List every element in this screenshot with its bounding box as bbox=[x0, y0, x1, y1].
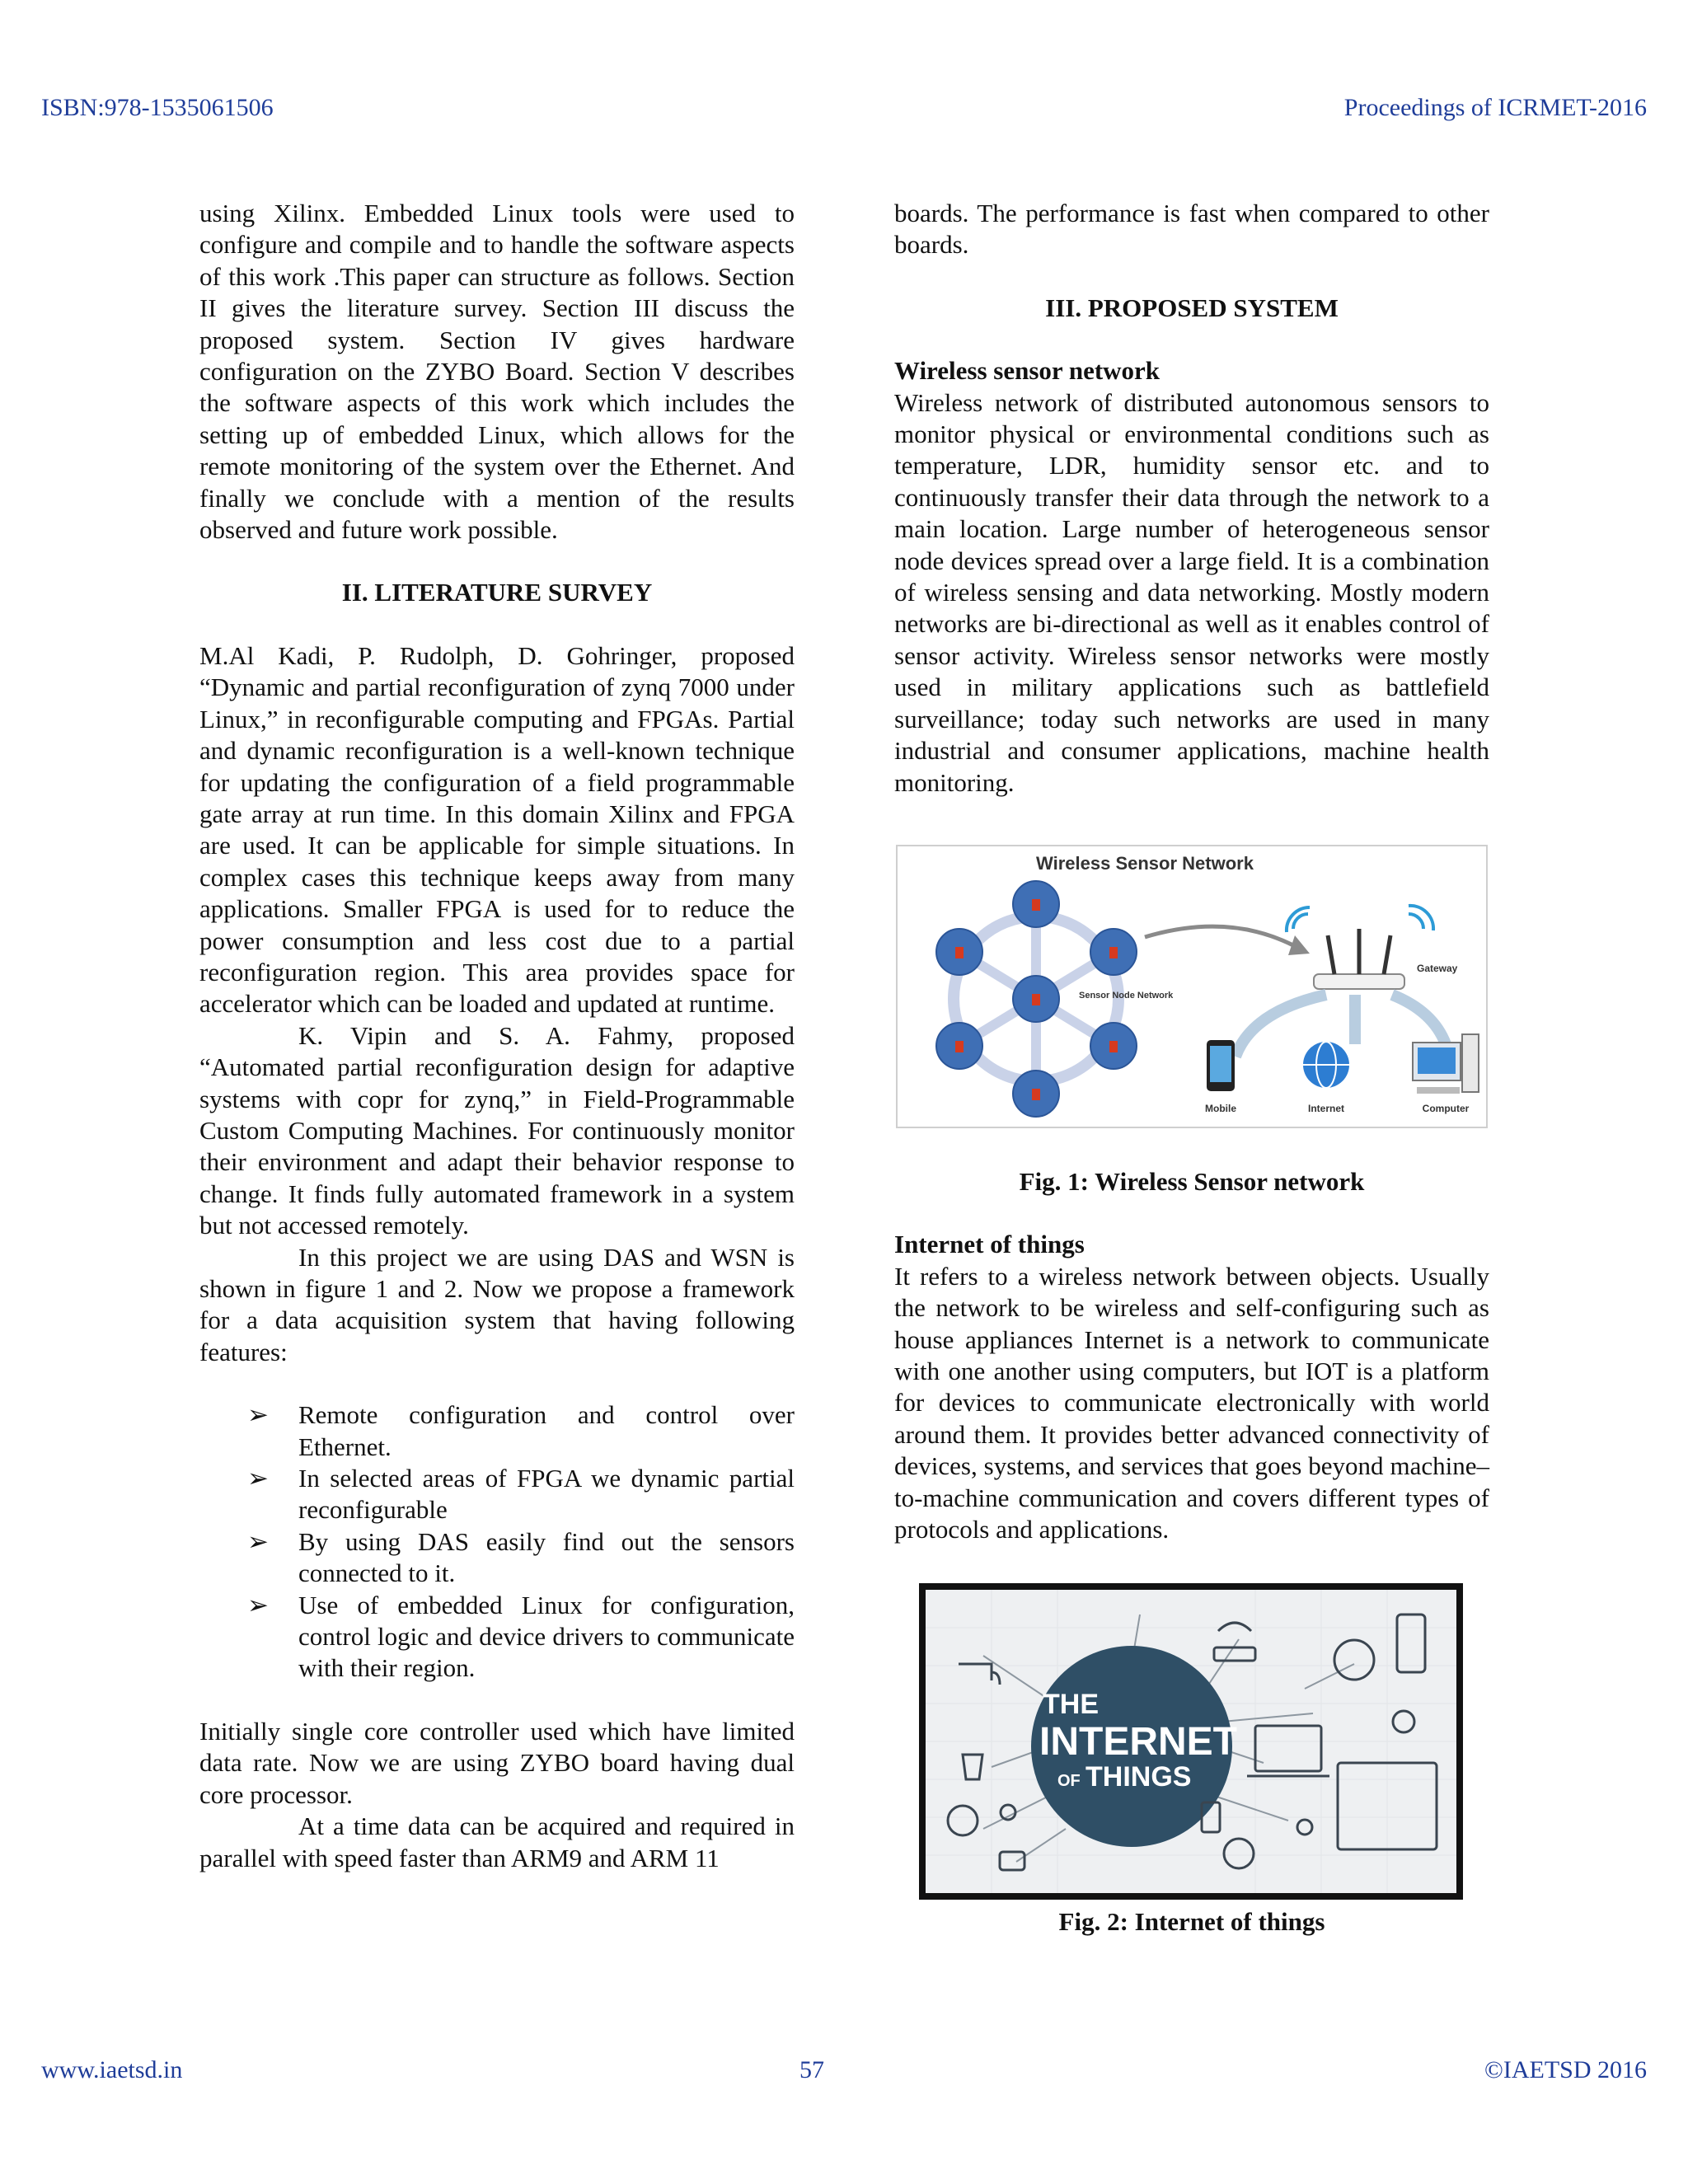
figure-1-caption: Fig. 1: Wireless Sensor network bbox=[1019, 1166, 1365, 1196]
figure-internet-of-things bbox=[919, 1583, 1463, 1900]
section-heading-proposed-system: III. PROPOSED SYSTEM bbox=[1045, 293, 1339, 322]
laptop-icon bbox=[1255, 1726, 1321, 1771]
subheading-internet-of-things: Internet of things bbox=[894, 1230, 1085, 1259]
subheading-wireless-sensor-network: Wireless sensor network bbox=[894, 356, 1160, 386]
bullet-arrow-icon: ➢ bbox=[247, 1526, 269, 1556]
fan-icon bbox=[1334, 1640, 1374, 1680]
gear-icon bbox=[1393, 1711, 1414, 1732]
mobile-icon bbox=[1207, 1040, 1235, 1091]
literature-paragraph-2: K. Vipin and S. A. Fahmy, proposed “Automated partial reconfiguration design for adaptive systems with copr for zynq,” in Field-Programmable Custom Computing Machines. For continuously monitor their environment and adapt their behavior response to change. It finds fully automated framework in a system but not accessed remotely. bbox=[199, 1020, 795, 1240]
phone-icon bbox=[1000, 1852, 1025, 1870]
iot-title-of: OF bbox=[1057, 1772, 1081, 1791]
bullet-arrow-icon: ➢ bbox=[247, 1590, 269, 1619]
gear-icon bbox=[1297, 1820, 1312, 1835]
lightbulb-icon bbox=[948, 1806, 978, 1835]
feature-list bbox=[199, 1399, 795, 1685]
literature-paragraph-1: M.Al Kadi, P. Rudolph, D. Gohringer, proposed “Dynamic and partial reconfiguration of zynq 7000 under Linux,” in reconfigurable computing and FPGAs. Partial and dynamic reconfiguration is a well-known technique for updating the configuration of a field programmable gate array at run time. In this domain Xilinx and FPGA are used. It can be applicable for simple situations. In complex cases this technique keeps away from many applications. Smaller FPGA is used for to reduce the power consumption and less cost due to a partial reconfiguration region. This area provides space for accelerator which can be loaded and updated at runtime. bbox=[199, 640, 795, 1019]
iot-title-line-2: INTERNET bbox=[1039, 1720, 1237, 1765]
faucet-icon bbox=[959, 1664, 1000, 1685]
footer-copyright: ©IAETSD 2016 bbox=[1484, 2056, 1647, 2083]
alarm-clock-icon bbox=[1224, 1839, 1254, 1868]
bullet-arrow-icon: ➢ bbox=[247, 1464, 269, 1493]
smartphone-icon bbox=[1397, 1615, 1425, 1672]
computer-label: Computer bbox=[1422, 1102, 1470, 1114]
bullet-arrow-icon: ➢ bbox=[247, 1400, 269, 1430]
iot-paragraph: It refers to a wireless network between objects. Usually the network to be wireless and self-configuring such as house appliances Internet is a network to communicate with one another using computers, but IOT is a platform for devices to communicate electronically with world around them. It provides better advanced connectivity of devices, systems, and services that goes beyond machine–to-machine communication and covers different types of protocols and applications. bbox=[894, 1261, 1489, 1544]
parallel-paragraph: At a time data can be acquired and required in parallel with speed faster than ARM9 and ARM 11 bbox=[199, 1811, 795, 1872]
isbn-header: ISBN:978-1535061506 bbox=[41, 94, 274, 121]
left-column bbox=[199, 198, 795, 1874]
wifi-icon bbox=[1218, 1623, 1251, 1631]
controller-paragraph: Initially single core controller used which have limited data rate. Now we are using ZYBO board having dual core processor. bbox=[199, 1716, 795, 1809]
list-item: ➢ Remote configuration and control over Ethernet. bbox=[247, 1400, 795, 1461]
wsn-paragraph: Wireless network of distributed autonomous sensors to monitor physical or environmental conditions such as temperature, LDR, humidity sensor etc. and to continuously transfer their data through the network to a main location. Large number of heterogeneous sensor node devices spread over a large field. It is a combination of wireless sensing and data networking. Mostly modern networks are bi-directional as well as it enables control of sensor activity. Wireless sensor networks were mostly used in military applications such as battlefield surveillance; today such networks are used in many industrial and consumer applications, machine health monitoring. bbox=[894, 387, 1489, 797]
arrow-icon bbox=[1145, 926, 1293, 945]
iot-title-line-3: THINGS bbox=[1085, 1761, 1192, 1793]
list-item: ➢ By using DAS easily find out the sensors connected to it. bbox=[247, 1526, 795, 1588]
list-item: ➢ In selected areas of FPGA we dynamic partial reconfigurable bbox=[247, 1464, 795, 1525]
section-heading-literature-survey: II. LITERATURE SURVEY bbox=[341, 578, 653, 607]
boards-paragraph: boards. The performance is fast when compared to other boards. bbox=[894, 199, 1489, 260]
footer-website: www.iaetsd.in bbox=[41, 2056, 183, 2083]
iot-title-line-1: THE bbox=[1043, 1689, 1099, 1721]
sensor-node-network-label: Sensor Node Network bbox=[1079, 990, 1174, 1001]
gateway-label: Gateway bbox=[1417, 962, 1458, 974]
sensor-node-network bbox=[936, 881, 1174, 1117]
plant-icon bbox=[963, 1755, 982, 1779]
literature-paragraph-3: In this project we are using DAS and WSN is shown in figure 1 and 2. Now we propose a framework for a data acquisition system that having following features: bbox=[199, 1242, 795, 1366]
router-icon bbox=[1214, 1647, 1255, 1661]
right-column bbox=[894, 198, 1489, 1938]
figure-2-caption: Fig. 2: Internet of things bbox=[1058, 1907, 1325, 1937]
list-item: ➢ Use of embedded Linux for configuration, control logic and device drivers to communicate with their region. bbox=[247, 1590, 795, 1683]
router-icon bbox=[1287, 906, 1433, 989]
globe-icon bbox=[1303, 1042, 1349, 1088]
page-number: 57 bbox=[799, 2056, 824, 2083]
figure-wireless-sensor-network bbox=[896, 845, 1488, 1128]
computer-icon bbox=[1413, 1034, 1479, 1094]
intro-paragraph: using Xilinx. Embedded Linux tools were used to configure and compile and to handle the software aspects of this work .This paper can structure as follows. Section II gives the literature survey. Section III discuss the proposed system. Section IV gives hardware configuration on the ZYBO Board. Section V describes the software aspects of this work which includes the setting up of embedded Linux, which allows for the remote monitoring of the system over the Ethernet. And finally we conclude with a mention of the results observed and future work possible. bbox=[199, 199, 795, 545]
internet-label: Internet bbox=[1307, 1102, 1345, 1114]
proceedings-header: Proceedings of ICRMET-2016 bbox=[1343, 94, 1647, 121]
mobile-label: Mobile bbox=[1205, 1102, 1236, 1114]
figure-title: Wireless Sensor Network bbox=[1036, 852, 1254, 874]
